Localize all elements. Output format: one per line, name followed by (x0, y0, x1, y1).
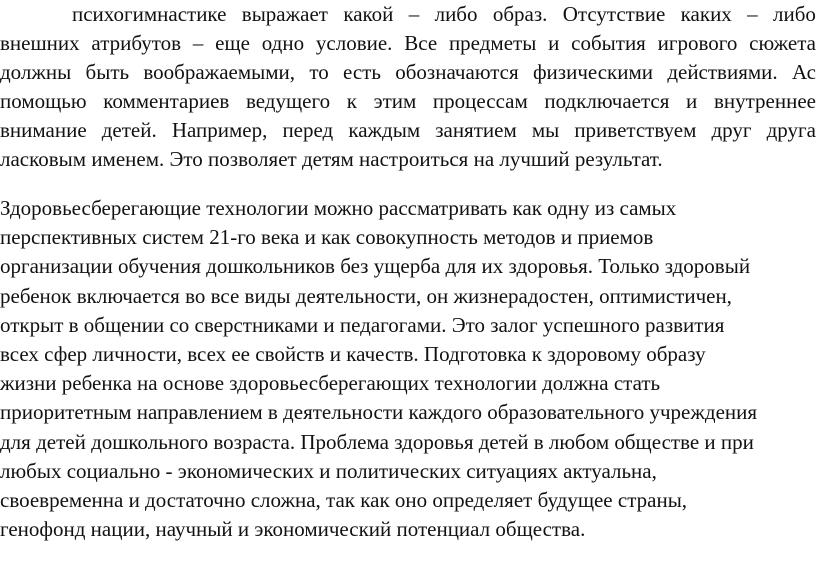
word: действиями. (667, 60, 778, 84)
text-line: для детей дошкольного возраста. Проблема здоровья детей в любом обществе и при (0, 430, 754, 454)
word: должны (0, 60, 72, 84)
word: друг (711, 118, 752, 142)
word: какой (343, 2, 394, 26)
text-line (0, 87, 816, 115)
text-line: приоритетным направлением в деятельности каждого образовательного учреждения (0, 400, 758, 424)
word: – (192, 31, 204, 55)
word: условие. (315, 31, 393, 55)
word: обозначаются (395, 60, 519, 84)
word: и (686, 89, 698, 113)
word: Отсутствие (562, 2, 666, 26)
word: этим (373, 89, 417, 113)
word: каких (680, 2, 732, 26)
word: каждым (348, 118, 421, 142)
text-line: генофонд нации, научный и экономический потенциал общества. (0, 517, 586, 541)
word: либо (434, 2, 478, 26)
word: и (548, 31, 560, 55)
word: еще (215, 31, 250, 55)
word: Например, (171, 118, 268, 142)
text-line: своевременна и достаточно сложна, так как оно определяет будущее страны, (0, 488, 688, 512)
word: друга (766, 118, 816, 142)
text-line: всех сфер личности, всех ее свойств и качеств. Подготовка к здоровому образу (0, 342, 706, 366)
text-line: ласковым именем. Это позволяет детям настроиться на лучший результат. (0, 147, 663, 171)
word: – (747, 2, 758, 26)
word: процессам (432, 89, 528, 113)
word: Ас (791, 60, 816, 84)
word: предметы (448, 31, 537, 55)
text-line (0, 58, 816, 86)
word: события (571, 31, 646, 55)
word: к (346, 89, 357, 113)
word: одно (261, 31, 305, 55)
word: выражает (241, 2, 328, 26)
word: детей. (101, 118, 157, 142)
word: то (309, 60, 329, 84)
word: сюжета (749, 31, 816, 55)
word: психогимнастике (72, 2, 227, 26)
word: мы (531, 118, 560, 142)
word: комментариев (103, 89, 230, 113)
word: приветствуем (574, 118, 697, 142)
word: – (408, 2, 420, 26)
word: внутреннее (713, 89, 816, 113)
word: Все (404, 31, 438, 55)
word: помощью (0, 89, 87, 113)
text-line (72, 0, 816, 28)
word: занятием (435, 118, 517, 142)
word: ведущего (245, 89, 331, 113)
text-line: любых социально - экономических и политических ситуациях актуальна, (0, 459, 657, 483)
word: атрибутов (91, 31, 182, 55)
word: либо (773, 2, 816, 26)
word: внимание (0, 118, 87, 142)
word: есть (343, 60, 381, 84)
word: внешних (0, 31, 80, 55)
text-line: перспективных систем 21-го века и как совокупность методов и приемов (0, 225, 654, 249)
text-line (0, 29, 816, 57)
word: игрового (657, 31, 738, 55)
word: образ. (492, 2, 548, 26)
text-line: ребенок включается во все виды деятельности, он жизнерадостен, оптимистичен, (0, 284, 732, 308)
word: перед (282, 118, 334, 142)
text-line: жизни ребенка на основе здоровьесберегающих технологии должна стать (0, 371, 661, 395)
word: физическими (532, 60, 654, 84)
word: быть (85, 60, 130, 84)
text-line: организации обучения дошкольников без ущерба для их здоровья. Только здоровый (0, 254, 751, 278)
text-line: открыт в общении со сверстниками и педагогами. Это залог успешного развития (0, 313, 725, 337)
word: воображаемыми, (143, 60, 296, 84)
word: подключается (544, 89, 670, 113)
text-line (0, 116, 816, 144)
text-line: Здоровьесберегающие технологии можно рассматривать как одну из самых (0, 196, 677, 220)
